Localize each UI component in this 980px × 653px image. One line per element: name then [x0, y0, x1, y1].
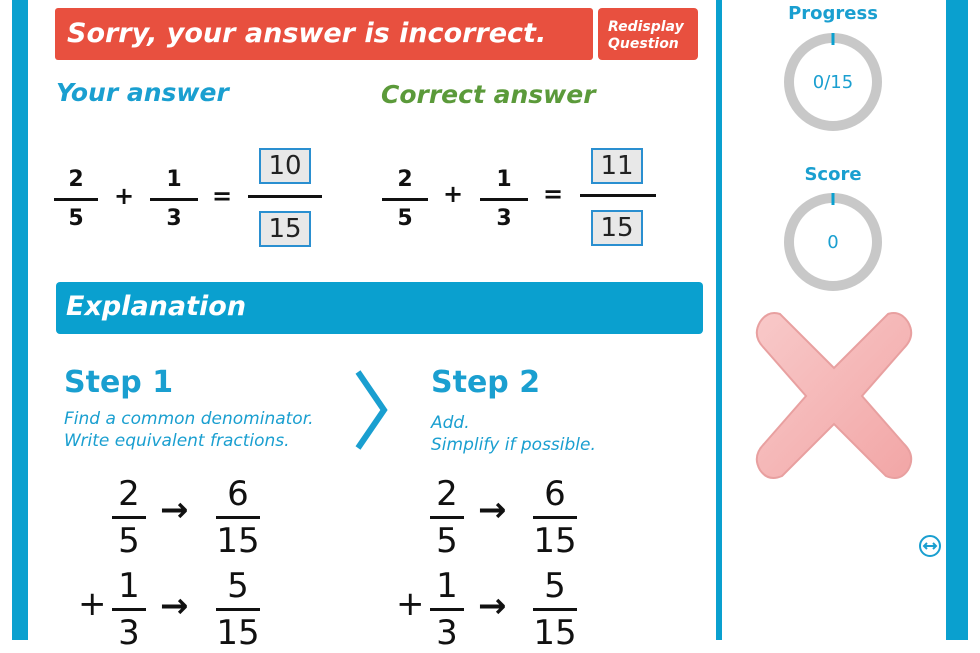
correct-numerator-box: 11 [591, 148, 643, 184]
score-value: 0 [827, 232, 839, 253]
plus-sign: + [443, 180, 464, 208]
numerator: 1 [118, 566, 140, 606]
resize-horizontal-icon[interactable] [918, 534, 942, 558]
step-2-description: Add. Simplify if possible. [431, 413, 596, 455]
fraction-bar [430, 608, 464, 611]
plus-sign: + [396, 584, 425, 624]
step-1-title: Step 1 [64, 365, 174, 400]
numerator: 2 [397, 167, 413, 192]
denominator: 15 [533, 613, 577, 653]
step-2-title: Step 2 [431, 365, 541, 400]
equals-sign: = [212, 182, 233, 210]
fraction-bar [480, 198, 528, 201]
denominator: 15 [216, 521, 260, 561]
correct-answer-fraction-bar [580, 194, 656, 197]
fraction-bar [216, 516, 260, 519]
your-denominator-box: 15 [259, 211, 311, 247]
numerator: 1 [496, 167, 512, 192]
right-frame [946, 0, 980, 640]
panel-divider [716, 0, 722, 640]
chevron-right-icon [352, 368, 392, 452]
your-answer-fraction-bar [248, 195, 322, 198]
incorrect-banner: Sorry, your answer is incorrect. [55, 8, 593, 60]
arrow-icon: → [160, 490, 189, 530]
fraction-bar [216, 608, 260, 611]
your-fraction-2 [150, 166, 198, 233]
plus-sign: + [114, 182, 135, 210]
denominator: 5 [397, 206, 413, 231]
numerator: 2 [68, 167, 84, 192]
denominator: 15 [216, 613, 260, 653]
denominator: 3 [436, 613, 458, 653]
your-answer-label: Your answer [56, 78, 229, 107]
numerator: 2 [118, 474, 140, 514]
step2-row1-fraction-b [533, 474, 577, 561]
explanation-header: Explanation [56, 282, 703, 334]
fraction-bar [430, 516, 464, 519]
correct-denominator-box: 15 [591, 210, 643, 246]
numerator: 1 [166, 167, 182, 192]
numerator: 5 [544, 566, 566, 606]
fraction-bar [112, 608, 146, 611]
score-label: Score [804, 164, 862, 185]
denominator: 3 [166, 206, 182, 231]
main-panel [30, 0, 718, 653]
plus-sign: + [78, 584, 107, 624]
fraction-bar [382, 198, 428, 201]
progress-value: 0/15 [812, 72, 854, 93]
numerator: 5 [227, 566, 249, 606]
fraction-bar [533, 516, 577, 519]
left-frame [0, 0, 30, 640]
denominator: 3 [118, 613, 140, 653]
arrow-icon: → [160, 586, 189, 626]
denominator: 15 [533, 521, 577, 561]
incorrect-x-icon [752, 306, 916, 486]
fraction-bar [54, 198, 98, 201]
numerator: 2 [436, 474, 458, 514]
left-frame-bar [12, 0, 28, 640]
correct-answer-label: Correct answer [381, 80, 596, 109]
step1-row1-fraction-a [112, 474, 146, 561]
denominator: 3 [496, 206, 512, 231]
fraction-bar [533, 608, 577, 611]
fraction-bar [150, 198, 198, 201]
step2-row1-fraction-a [430, 474, 464, 561]
denominator: 5 [68, 206, 84, 231]
correct-fraction-1 [382, 166, 428, 233]
step-1-description: Find a common denominator. Write equivalent fractions. [64, 409, 314, 451]
numerator: 1 [436, 566, 458, 606]
arrow-icon: → [478, 490, 507, 530]
arrow-icon: → [478, 586, 507, 626]
numerator: 6 [227, 474, 249, 514]
right-frame-inner [968, 0, 980, 640]
denominator: 5 [118, 521, 140, 561]
redisplay-question-button[interactable]: Redisplay Question [598, 8, 698, 60]
progress-label: Progress [788, 3, 878, 24]
correct-fraction-2 [480, 166, 528, 233]
denominator: 5 [436, 521, 458, 561]
your-fraction-1 [54, 166, 98, 233]
numerator: 6 [544, 474, 566, 514]
your-numerator-box: 10 [259, 148, 311, 184]
equals-sign: = [543, 180, 564, 208]
fraction-bar [112, 516, 146, 519]
step1-row1-fraction-b [216, 474, 260, 561]
